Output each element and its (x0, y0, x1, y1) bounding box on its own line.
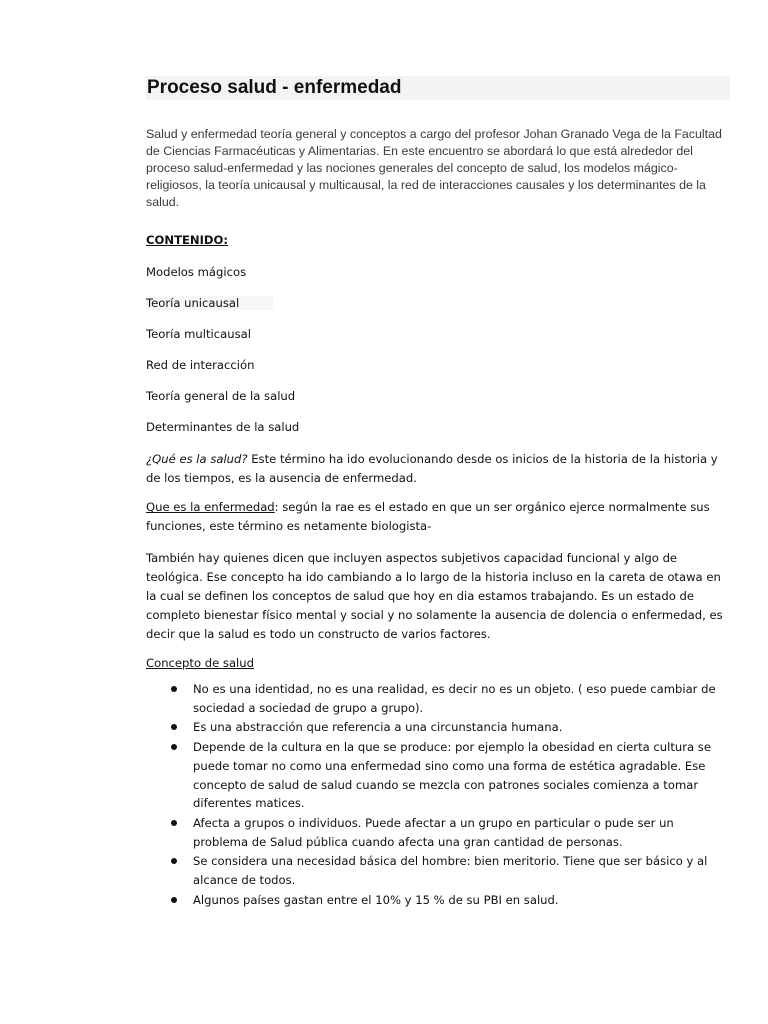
enfermedad-paragraph (146, 498, 730, 536)
topic-item: Red de interacción (146, 358, 255, 372)
list-item: Es una abstracción que referencia a una circunstancia humana. (146, 718, 730, 737)
list-item: No es una identidad, no es una realidad, es decir no es un objeto. ( eso puede cambiar de sociedad a sociedad de grupo a grupo). (146, 680, 730, 717)
list-item: Afecta a grupos o individuos. Puede afectar a un grupo en particular o pude ser un problema de Salud pública cuando afecta una gran cantidad de personas. (146, 814, 730, 851)
topic-item: Determinantes de la salud (146, 420, 300, 434)
list-item: Se considera una necesidad básica del hombre: bien meritorio. Tiene que ser básico y al alcance de todos. (146, 852, 730, 889)
bullet-icon (171, 686, 177, 692)
topic-item: Modelos mágicos (146, 265, 247, 279)
salud-paragraph (146, 450, 730, 488)
bullet-icon (171, 820, 177, 826)
bullet-icon (171, 744, 177, 750)
topic-item: Teoría general de la salud (146, 389, 296, 403)
topic-item: Teoría unicausal (146, 297, 730, 309)
enfermedad-label: Que es la enfermedad (146, 500, 275, 514)
bullet-icon (171, 897, 177, 903)
title-bar (146, 76, 730, 100)
topic-item: Teoría multicausal (146, 327, 251, 341)
document-title: Proceso salud - enfermedad (147, 77, 402, 98)
salud-question: ¿Qué es la salud? (146, 452, 248, 466)
contenido-heading: CONTENIDO: (146, 233, 229, 247)
concepto-heading: Concepto de salud (146, 656, 254, 670)
tambien-paragraph: También hay quienes dicen que incluyen aspectos subjetivos capacidad funcional y algo de teológica. Ese concepto ha ido cambiando a lo largo de la historia incluso en la careta de otawa en la cual se definen los conceptos de salud que hoy en dia estamos trabajando. Es un estado de completo bienestar físico mental y social y no solamente la ausencia de dolencia o enfermedad, es decir que la salud es todo un constructo de varios factores. (146, 551, 723, 641)
enfermedad-answer: : según la rae es el estado en que un ser orgánico ejerce normalmente sus funciones, este término es netamente biologista- (146, 500, 710, 533)
bullet-icon (171, 858, 177, 864)
topic-list (146, 266, 730, 433)
intro-paragraph: Salud y enfermedad teoría general y conceptos a cargo del profesor Johan Granado Vega de la Facultad de Ciencias Farmacéuticas y Alimentarias. En este encuentro se abordará lo que está alrededor del proceso salud-enfermedad y las nociones generales del concepto de salud, los modelos mágico-religiosos, la teoría unicausal y multicausal, la red de interacciones causales y los determinantes de la salud. (146, 127, 722, 209)
concepto-bullet-list (146, 680, 730, 909)
salud-answer: Este término ha ido evolucionando desde os inicios de la historia de la historia y de los tiempos, es la ausencia de enfermedad. (146, 452, 718, 485)
bullet-icon (171, 724, 177, 730)
list-item: Algunos países gastan entre el 10% y 15 % de su PBI en salud. (146, 891, 730, 910)
list-item: Depende de la cultura en la que se produce: por ejemplo la obesidad en cierta cultura se puede tomar no como una enfermedad sino como una forma de estética agradable. Ese concepto de salud de salud cuando se mezcla con patrones sociales comienza a tomar diferentes matices. (146, 738, 730, 813)
document-page (146, 76, 730, 910)
